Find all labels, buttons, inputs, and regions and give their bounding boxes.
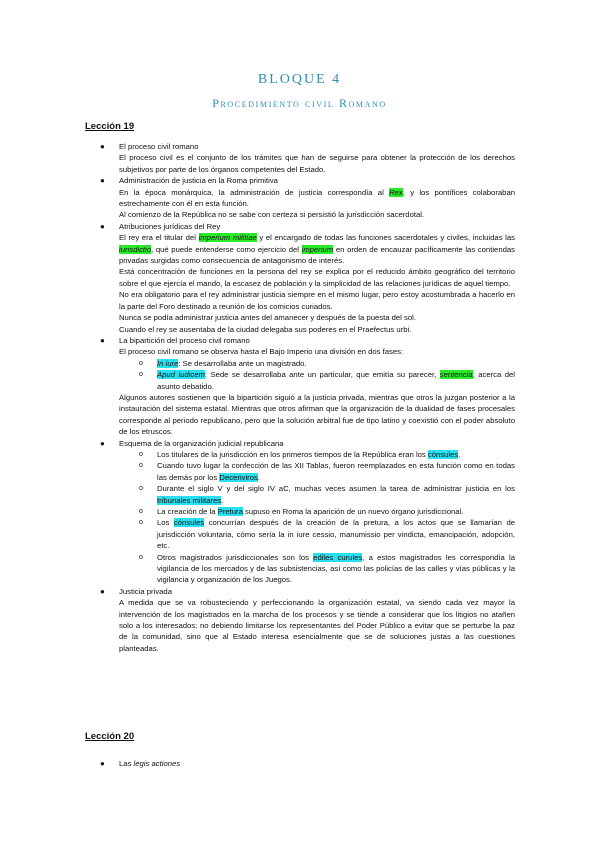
highlight-term: cónsules <box>173 518 205 528</box>
sub-list <box>119 358 515 392</box>
sub-list-item: o La creación de la Pretura supuso en Roma la aparición de un nuevo órgano jurisdiccional. <box>139 507 464 516</box>
list-item: ● Las legis actiones <box>100 759 181 768</box>
bullet-icon: ● <box>100 586 105 596</box>
highlight-term: Apud iudicem <box>157 370 205 380</box>
sub-list-item: o Apud iudicem: Sede se desarrollaba ante un particular, que emitía su parecer, sentencia, acerca del asunto debatido. <box>139 370 515 391</box>
sub-bullet-icon: o <box>139 508 143 515</box>
sub-bullet-icon: o <box>139 553 143 561</box>
highlight-term: tribunales militares <box>157 495 222 505</box>
paragraph: Al comienzo de la República no se sabe con certeza si persistió la jurisdicción sacerdotal. <box>119 210 425 220</box>
block-subtitle: Procedimiento civil Romano <box>212 96 387 110</box>
sub-list-item: o Otros magistrados jurisdiccionales son los ediles curules, a estos magistrados les correspondía la vigilancia de los mercados y de las subsistencias, así como las policías de las calles y vías públicas y la vigilancia y organización de los Juegos. <box>139 552 515 585</box>
paragraph: A medida que se va robusteciendo y perfeccionando la organización estatal, va siendo cada vez mayor la intervención de los magistrados en la marcha de los procesos y se tiende a considerar que los litigios no atañen solo a los interesados; no debiendo limitarse los representantes del Poder Público a evitar que se perturbe la paz de la comunidad, sino que al Estado interesa esencialmente que se de soluciones justas a las cuestiones planteadas. <box>119 598 515 653</box>
sub-list-item: o Los titulares de la jurisdicción en los primeros tiempos de la República eran los cónsules. <box>139 449 461 459</box>
highlight-term: sentencia <box>439 370 473 380</box>
sub-list-item: o Los cónsules concurrían después de la creación de la pretura, a los actos que se llamarían de jurisdicción voluntaria, cómo sería la in iure cessio, manumissio per vindicta, emancipación, adopción, etc. <box>139 518 515 551</box>
highlight-term: Decenviros <box>219 472 258 482</box>
highlight-term: In iure <box>157 358 179 368</box>
sub-list <box>119 449 515 586</box>
highlight-term: Pretura <box>217 507 243 516</box>
list-item <box>85 438 515 586</box>
item-heading: Atribuciones jurídicas del Rey <box>119 221 221 231</box>
paragraph: Algunos autores sostienen que la bipartición siguió a la justicia privada, mientras que otros la juzgan posterior a la instauración del sistema estatal. Mientras que otros afirman que la organización de la dualidad de fases procesales corresponde al periodo republicano, pero que la solución arbitral fue de tipo latino y coexistió con el poder absoluto de los etruscos. <box>119 392 515 437</box>
paragraph: No era obligatorio para el rey administrar justicia siempre en el mismo lugar, pero estoy acostumbrada a hacerlo en la parte del Foro destinado a reunión de los comicios curiados. <box>119 290 515 311</box>
paragraph: Nunca se podía administrar justicia antes del amanecer y después de la puesta del sol. <box>119 313 416 323</box>
item-heading: La bipartición del proceso civil romano <box>119 335 250 345</box>
highlight-term: iurisdictio <box>119 244 152 254</box>
highlight-term: ediles curules <box>313 552 363 562</box>
list-item <box>85 586 515 654</box>
paragraph: El rey era el titular del imperium militiae y el encargado de todas las funciones sacerdotales y civiles, incluidas las iurisdictio, qué puede entenderse como ejercicio del imperium en orden de encauzar pacíficamente las contiendas privadas surgidas como consecuencia de antagonismo de interés. <box>119 233 516 266</box>
sub-bullet-icon: o <box>139 519 143 527</box>
bullet-icon: ● <box>100 438 105 448</box>
sub-bullet-icon: o <box>139 359 143 367</box>
lesson-19-list <box>85 141 515 654</box>
paragraph: El proceso civil es el conjunto de los trámites que han de seguirse para obtener la protección de los derechos subjetivos por parte de los órganos competentes del Estado. <box>119 153 515 174</box>
sub-list-item: o Durante el siglo V y del siglo IV aC, muchas veces asumen la tarea de administrar justicia en los tribunales militares. <box>139 484 515 505</box>
paragraph: Cuando el rey se ausentaba de la ciudad delegaba sus poderes en el Praefectus urbi. <box>119 324 412 334</box>
lesson-20-content <box>85 758 515 769</box>
item-heading: Justicia privada <box>119 586 172 596</box>
sub-list-item: o In iure: Se desarrollaba ante un magistrado. <box>139 358 307 368</box>
bullet-icon: ● <box>100 759 105 768</box>
lesson-19-content <box>85 141 515 654</box>
list-item <box>85 141 515 175</box>
paragraph: El proceso civil romano se observa hasta el Bajo Imperio una división en dos fases: <box>119 347 404 357</box>
lesson-20-heading: Lección 20 <box>85 731 135 742</box>
paragraph: Está concentración de funciones en la persona del rey se explica por el reducido ámbito geográfico del territorio sobre el que ejercía el mando, la escasez de población y la simplicidad de las relaciones jurídicas de aquel tiempo. <box>119 267 515 288</box>
highlight-term: Rex <box>389 187 403 197</box>
lesson-20-list <box>85 758 515 769</box>
sub-bullet-icon: o <box>139 371 143 379</box>
item-heading: El proceso civil romano <box>119 142 199 151</box>
paragraph: En la época monárquica, la administración de justicia correspondía al Rex, y los pontífices colaboraban estrechamente con él en esta función. <box>119 187 515 209</box>
item-heading: Esquema de la organización judicial republicana <box>119 438 284 448</box>
bullet-icon: ● <box>100 176 105 186</box>
list-item <box>85 175 515 221</box>
highlight-term: cónsules <box>427 449 459 459</box>
item-heading: Administración de justicia en la Roma primitiva <box>119 176 278 186</box>
bullet-icon: ● <box>100 335 105 345</box>
bullet-icon: ● <box>100 142 105 151</box>
sub-list-item: o Cuando tuvo lugar la confección de las XII Tablas, fueron reemplazados en esta función como en todas las demás por los Decenviros. <box>139 461 515 482</box>
highlight-term: imperium militiae <box>198 233 257 243</box>
sub-bullet-icon: o <box>139 462 143 470</box>
block-title: BLOQUE 4 <box>257 72 342 87</box>
sub-bullet-icon: o <box>139 485 143 493</box>
highlight-term: imperium <box>301 244 334 254</box>
list-item <box>85 335 515 438</box>
list-item <box>85 221 515 335</box>
bullet-icon: ● <box>100 221 105 231</box>
lesson-19-heading: Lección 19 <box>85 121 135 132</box>
sub-bullet-icon: o <box>139 450 143 458</box>
italic-term: legis actiones <box>133 759 181 768</box>
